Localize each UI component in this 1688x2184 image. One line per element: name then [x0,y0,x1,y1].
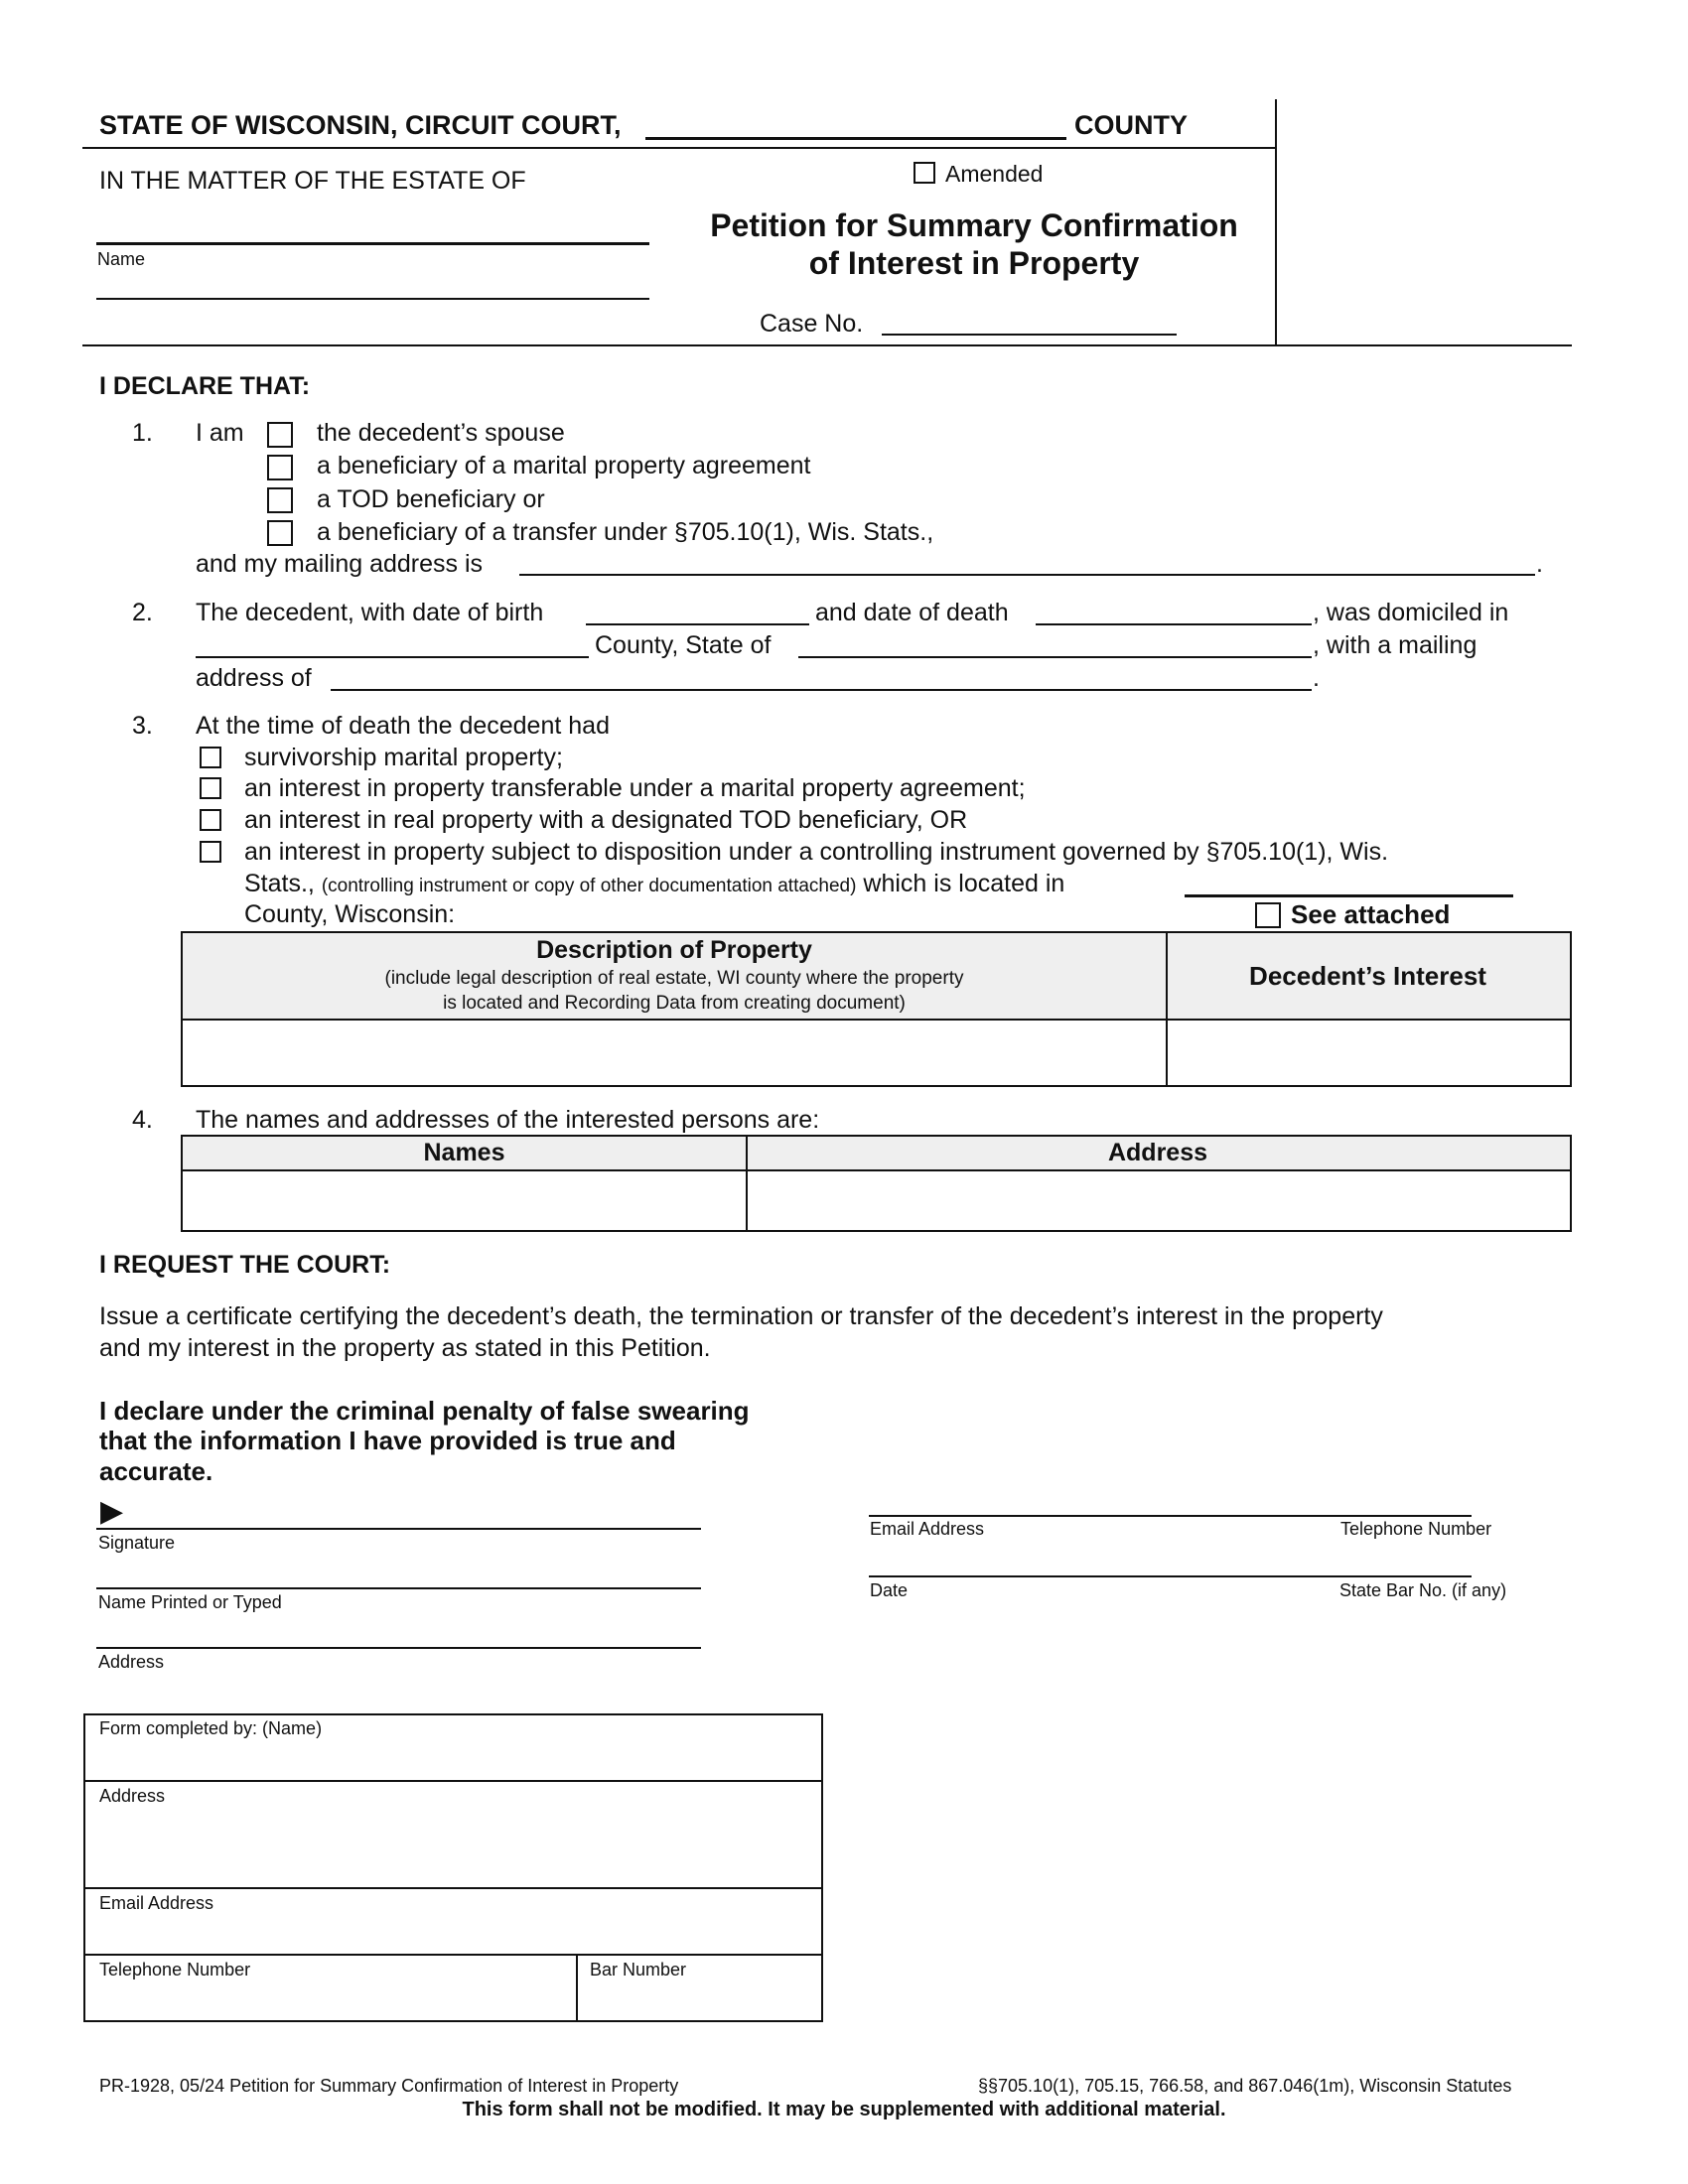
request-text: and my interest in the property as stated in this Petition. [99,1334,711,1362]
amended-checkbox[interactable] [914,162,935,184]
decedents-interest-header: Decedent’s Interest [1249,961,1486,991]
case-no-field[interactable] [882,334,1177,336]
see-attached-checkbox[interactable] [1255,902,1281,928]
item-number: 3. [132,712,153,740]
option-label: a beneficiary of a transfer under §705.10(1), Wis. Stats., [317,518,934,546]
interest-cell[interactable] [1168,1023,1570,1085]
decedent-name-field[interactable] [96,242,649,245]
signature-arrow-icon: ▶ [100,1495,124,1528]
domicile-state-field[interactable] [798,656,1312,658]
date-of-death-field[interactable] [1036,623,1312,625]
stats-line [244,869,1064,901]
completed-email-label[interactable]: Email Address [99,1893,214,1913]
description-header [183,935,1166,1016]
divider [85,1887,821,1889]
title-line-2: of Interest in Property [808,245,1140,281]
divider [85,1954,821,1956]
county-wisconsin-label: County, Wisconsin: [244,900,456,928]
date-label: Date [870,1580,909,1600]
column-title: Description of Property [536,936,812,964]
domiciled-label: , was domiciled in [1313,599,1509,626]
stats-note: (controlling instrument or copy of other documentation attached) [321,876,857,896]
item-number: 2. [132,599,153,626]
request-text: Issue a certificate certifying the decedent’s death, the termination or transfer of the decedent’s interest in the property [99,1302,1383,1330]
address-header: Address [1107,1139,1208,1166]
controlling-instrument-checkbox[interactable] [200,841,221,863]
dod-label: and date of death [815,599,1009,626]
item-number: 1. [132,419,153,447]
mailing-label: and my mailing address is [196,550,484,578]
mailing-address-field[interactable] [519,574,1535,576]
case-no-label: Case No. [760,310,864,338]
divider [85,1780,821,1782]
state-label: County, State of [595,631,772,659]
property-county-field[interactable] [1185,894,1513,897]
title-line-1: Petition for Summary Confirmation [710,207,1238,243]
period: . [1313,664,1320,692]
date-of-birth-field[interactable] [586,623,809,625]
date-bar-field[interactable] [869,1575,1472,1577]
completed-address-label[interactable]: Address [99,1786,166,1806]
divider [576,1954,578,2020]
divider [82,147,1276,149]
signature-label: Signature [98,1533,176,1553]
attestation: I declare under the criminal penalty of false swearing [99,1396,750,1426]
marital-agreement-interest-checkbox[interactable] [200,777,221,799]
statutes: §§705.10(1), 705.15, 766.58, and 867.046(1m), Wisconsin Statutes [978,2076,1512,2096]
signature-field[interactable] [96,1528,701,1530]
divider [82,344,1572,346]
interested-persons-table [181,1135,1572,1232]
address-label: Address [98,1652,165,1672]
property-table [181,931,1572,1087]
decedent-name-field-2[interactable] [96,298,649,300]
located-label: which is located in [863,870,1065,897]
names-header: Names [423,1139,505,1166]
form-title [675,206,1273,282]
item1-lead: I am [196,419,244,447]
name-label: Name [97,249,146,269]
amended-label: Amended [945,161,1044,187]
footer-notice: This form shall not be modified. It may be supplemented with additional material. [462,2099,1226,2120]
option-label: the decedent’s spouse [317,419,565,447]
name-printed-field[interactable] [96,1587,701,1589]
option-label: an interest in property transferable under a marital property agreement; [244,774,1026,802]
survivorship-checkbox[interactable] [200,747,221,768]
mailing-label: , with a mailing [1313,631,1477,659]
state-bar-label: State Bar No. (if any) [1339,1580,1507,1600]
telephone-label: Telephone Number [1340,1519,1492,1539]
item4-lead: The names and addresses of the interested persons are: [196,1106,820,1134]
domicile-county-field[interactable] [196,656,589,658]
divider [1275,99,1277,345]
court-label: STATE OF WISCONSIN, CIRCUIT COURT, [99,110,622,140]
option-label: a beneficiary of a marital property agreement [317,452,811,479]
email-label: Email Address [870,1519,985,1539]
decedent-address-field[interactable] [331,689,1312,691]
address-cell[interactable] [748,1173,1570,1230]
address-field[interactable] [96,1647,701,1649]
dob-label: The decedent, with date of birth [196,599,544,626]
item3-lead: At the time of death the decedent had [196,712,610,740]
address-label: address of [196,664,312,692]
item-number: 4. [132,1106,153,1134]
see-attached-label: See attached [1291,899,1451,929]
completed-bar-label[interactable]: Bar Number [590,1960,687,1979]
attestation: accurate. [99,1456,213,1486]
attestation: that the information I have provided is true and [99,1426,676,1455]
declare-heading: I DECLARE THAT: [99,372,311,400]
tod-real-property-checkbox[interactable] [200,809,221,831]
name-printed-label: Name Printed or Typed [98,1592,282,1612]
column-note: (include legal description of real estate, WI county where the property [384,968,964,989]
marital-agreement-checkbox[interactable] [267,455,293,480]
request-heading: I REQUEST THE COURT: [99,1251,391,1279]
column-note: is located and Recording Data from creating document) [443,993,906,1014]
option-label: a TOD beneficiary or [317,485,545,513]
names-cell[interactable] [183,1173,746,1230]
county-field[interactable] [645,137,1066,140]
tod-beneficiary-checkbox[interactable] [267,487,293,513]
email-telephone-field[interactable] [869,1515,1472,1517]
estate-label: IN THE MATTER OF THE ESTATE OF [99,167,526,195]
option-label: an interest in real property with a designated TOD beneficiary, OR [244,806,968,834]
period: . [1536,550,1543,578]
county-label: COUNTY [1074,110,1188,140]
description-cell[interactable] [183,1023,1166,1085]
form-id: PR-1928, 05/24 Petition for Summary Confirmation of Interest in Property [99,2076,679,2096]
spouse-checkbox[interactable] [267,422,293,448]
stats-label: Stats., [244,870,315,897]
completed-name-label[interactable]: Form completed by: (Name) [99,1718,323,1738]
completed-telephone-label[interactable]: Telephone Number [99,1960,251,1979]
form-completed-by-box [83,1713,823,2022]
transfer-beneficiary-checkbox[interactable] [267,520,293,546]
option-label: an interest in property subject to disposition under a controlling instrument governed by §705.10(1), Wis. [244,838,1389,866]
option-label: survivorship marital property; [244,744,563,771]
